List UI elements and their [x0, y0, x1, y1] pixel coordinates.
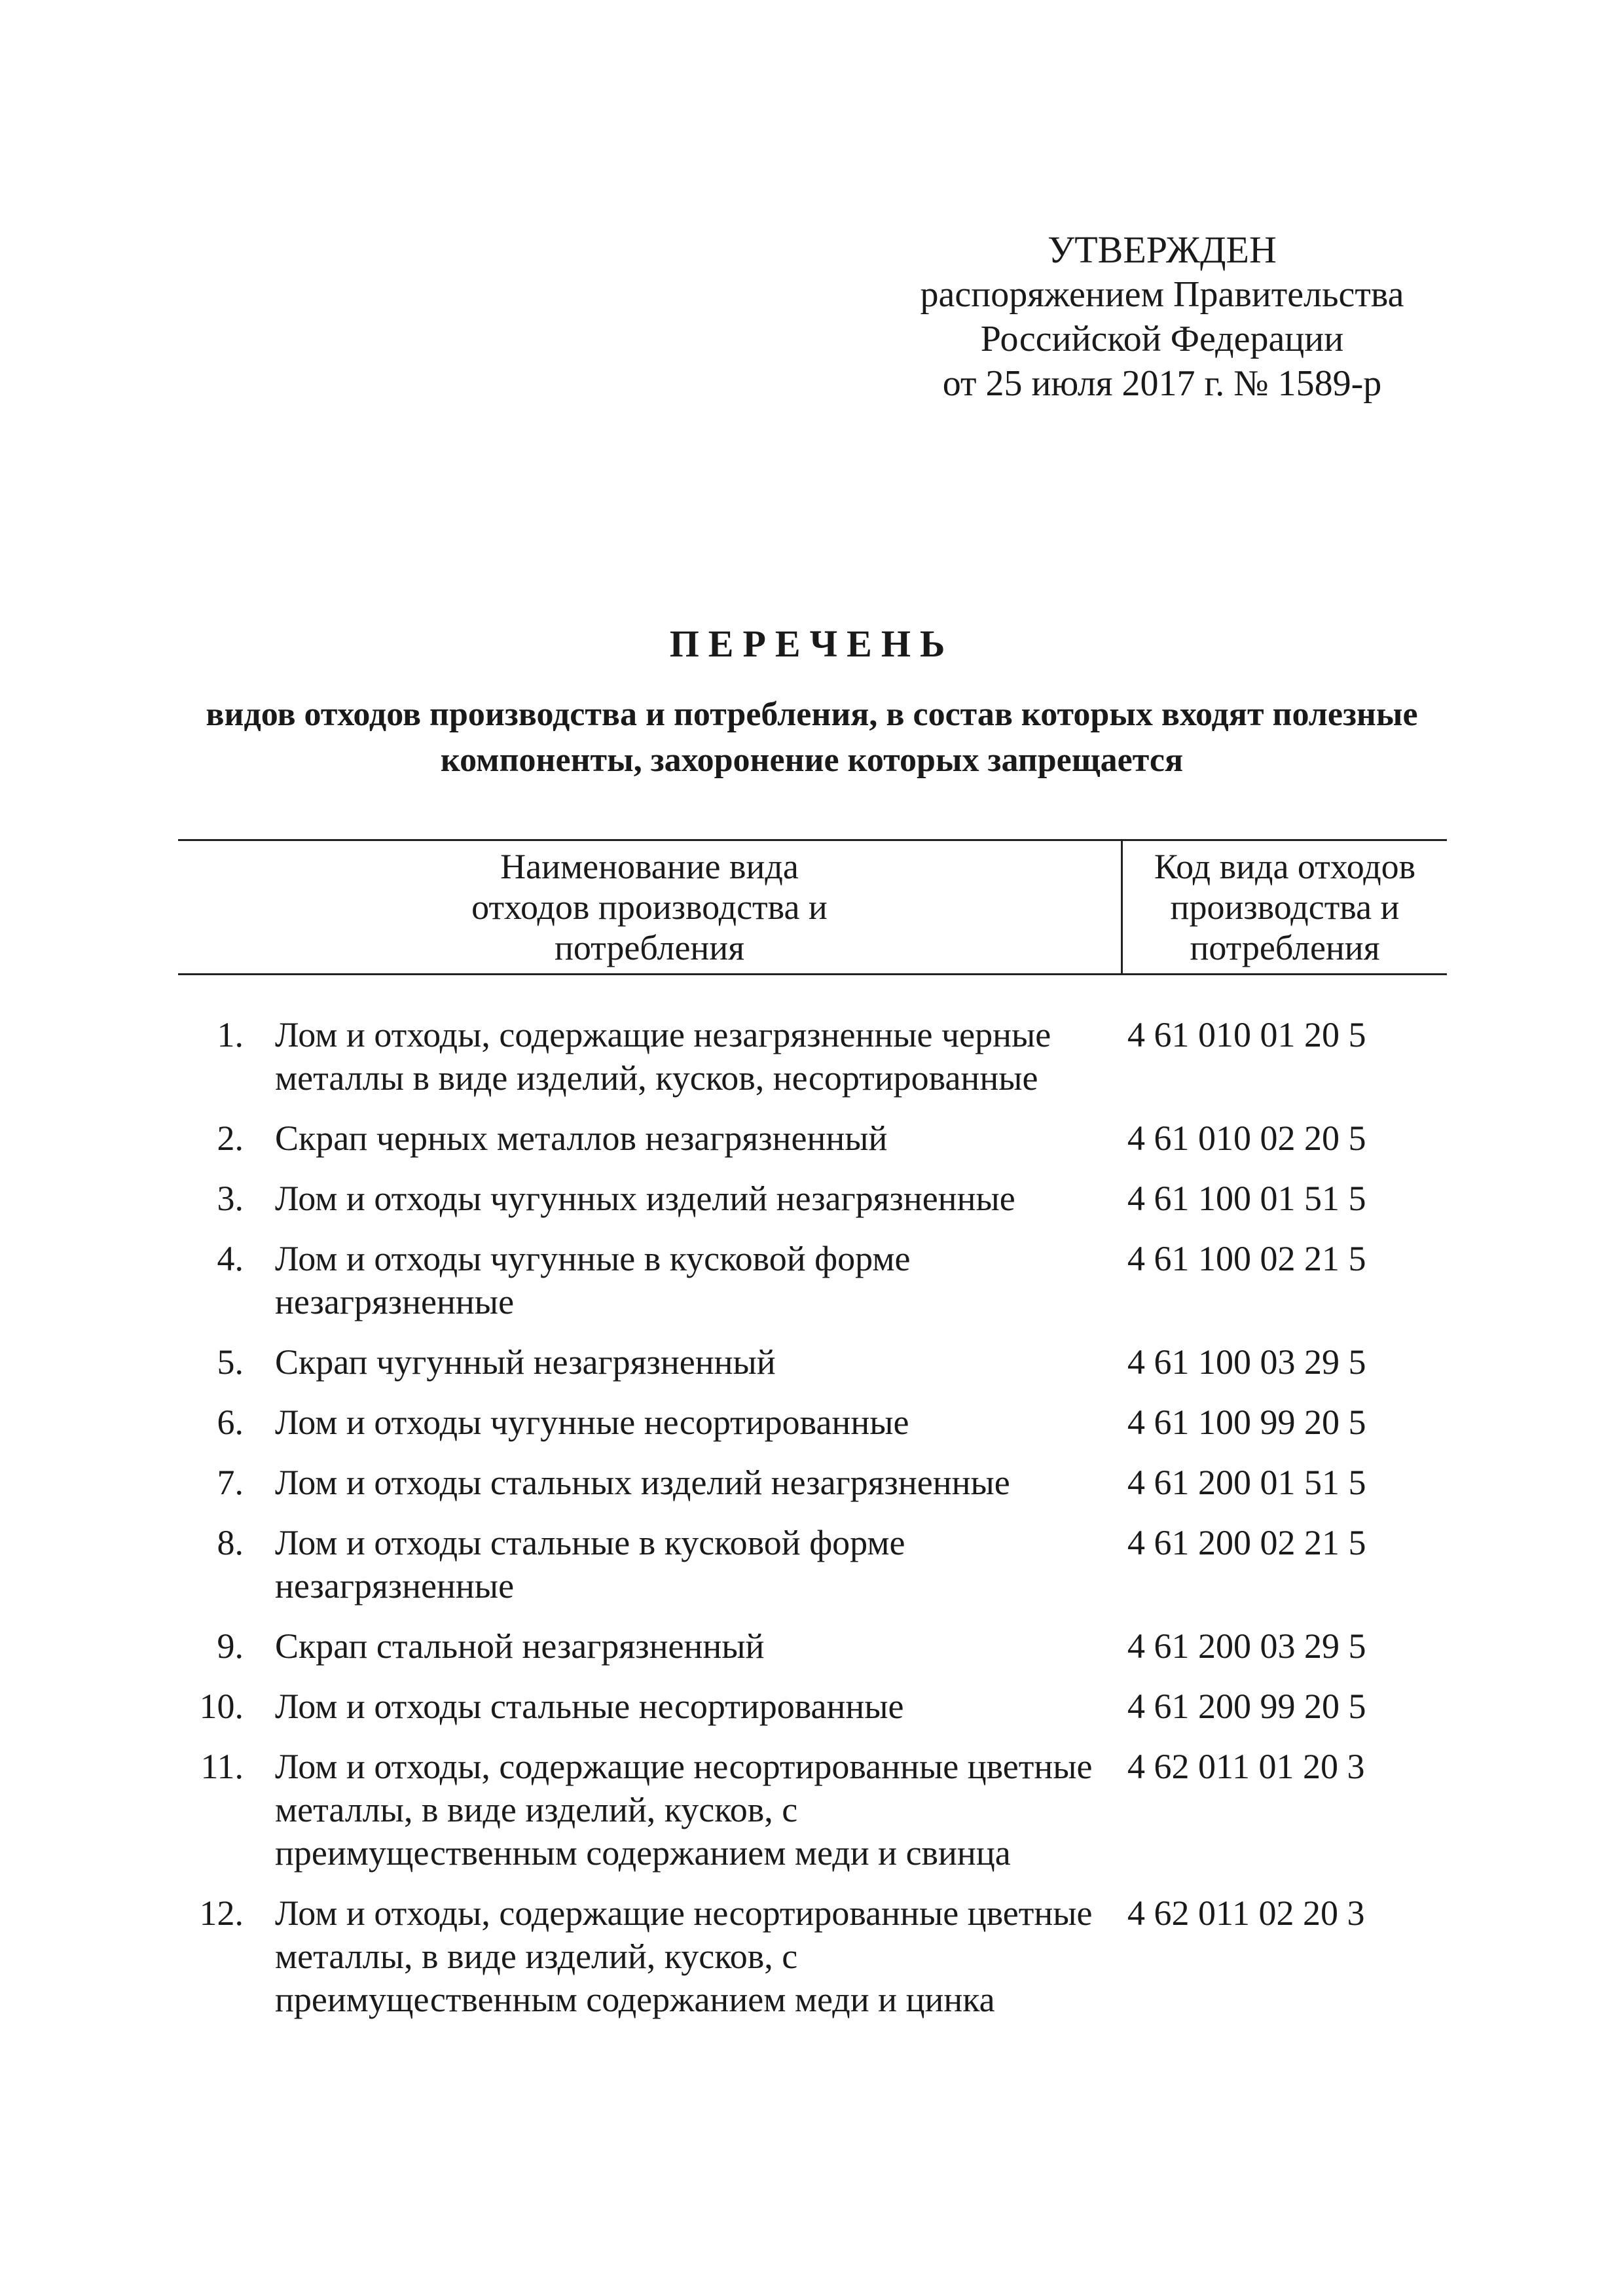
row-number: 11.	[200, 1747, 244, 1786]
heading-subtitle: видов отходов производства и потребления, в состав которых входят полезные компоненты, захоронение которых запрещается	[206, 696, 1418, 779]
row-waste-name: Скрап черных металлов незагрязненный	[275, 1119, 888, 1158]
row-waste-code: 4 61 200 99 20 5	[1127, 1687, 1366, 1726]
row-number: 6.	[217, 1403, 244, 1442]
approval-title: УТВЕРЖДЕН	[1048, 228, 1277, 271]
row-waste-name: Лом и отходы стальных изделий незагрязненные	[275, 1463, 1010, 1502]
row-waste-code: 4 61 100 03 29 5	[1127, 1342, 1366, 1382]
row-number: 10.	[199, 1687, 244, 1726]
table-row	[178, 1521, 1447, 1607]
approval-line-1: распоряжением Правительства	[920, 274, 1404, 315]
row-number: 2.	[217, 1119, 244, 1158]
row-waste-code: 4 61 100 99 20 5	[1127, 1403, 1366, 1442]
row-waste-code: 4 61 200 01 51 5	[1127, 1463, 1366, 1502]
row-waste-name: Лом и отходы, содержащие несортированные цветные металлы, в виде изделий, кусков, с преимущественным содержанием меди и свинца	[275, 1747, 1093, 1873]
row-waste-code: 4 61 200 02 21 5	[1127, 1523, 1366, 1562]
table-row	[178, 1624, 1447, 1668]
row-number: 8.	[217, 1523, 244, 1562]
table-row	[178, 1340, 1447, 1384]
row-waste-code: 4 61 200 03 29 5	[1127, 1626, 1366, 1666]
table-row	[178, 1685, 1447, 1728]
column-header-name	[178, 841, 1121, 973]
document-heading	[157, 622, 1467, 783]
row-number: 4.	[217, 1239, 244, 1278]
column-header-code	[1121, 841, 1447, 973]
table-body	[178, 1013, 1447, 2038]
row-waste-name: Скрап чугунный незагрязненный	[275, 1342, 776, 1382]
row-waste-code: 4 61 010 02 20 5	[1127, 1119, 1366, 1158]
row-number: 9.	[217, 1626, 244, 1666]
table-row	[178, 1892, 1447, 2021]
row-waste-name: Лом и отходы стальные несортированные	[275, 1687, 904, 1726]
row-waste-name: Лом и отходы, содержащие несортированные цветные металлы, в виде изделий, кусков, с преимущественным содержанием меди и цинка	[275, 1893, 1093, 2019]
row-waste-name: Лом и отходы чугунные несортированные	[275, 1403, 909, 1442]
column-header-code-text: Код вида отходов производства и потребления	[1154, 847, 1416, 967]
table-row	[178, 1745, 1447, 1874]
table-row	[178, 1013, 1447, 1100]
row-waste-code: 4 61 100 01 51 5	[1127, 1179, 1366, 1218]
table-row	[178, 1401, 1447, 1444]
row-number: 7.	[217, 1463, 244, 1502]
row-waste-code: 4 62 011 02 20 3	[1127, 1893, 1365, 1933]
approval-line-3: от 25 июля 2017 г. № 1589-р	[942, 363, 1382, 404]
column-header-name-text: Наименование вида отходов производства и потребления	[471, 847, 828, 967]
row-waste-name: Лом и отходы стальные в кусковой форме незагрязненные	[275, 1523, 905, 1605]
heading-title: ПЕРЕЧЕНЬ	[669, 622, 955, 665]
approval-line-2: Российской Федерации	[980, 319, 1344, 359]
row-number: 12.	[199, 1893, 244, 1933]
row-waste-name: Лом и отходы, содержащие незагрязненные черные металлы в виде изделий, кусков, несортированные	[275, 1015, 1051, 1098]
table-row	[178, 1461, 1447, 1504]
table-row	[178, 1177, 1447, 1220]
row-waste-code: 4 62 011 01 20 3	[1127, 1747, 1365, 1786]
row-waste-name: Лом и отходы чугунные в кусковой форме незагрязненные	[275, 1239, 911, 1321]
table-header	[178, 839, 1447, 975]
row-waste-code: 4 61 010 01 20 5	[1127, 1015, 1366, 1054]
table-row	[178, 1117, 1447, 1160]
row-waste-code: 4 61 100 02 21 5	[1127, 1239, 1366, 1278]
approval-block	[851, 228, 1473, 406]
row-waste-name: Скрап стальной незагрязненный	[275, 1626, 765, 1666]
row-number: 5.	[217, 1342, 244, 1382]
row-number: 3.	[217, 1179, 244, 1218]
row-number: 1.	[217, 1015, 244, 1054]
table-row	[178, 1237, 1447, 1323]
row-waste-name: Лом и отходы чугунных изделий незагрязненные	[275, 1179, 1015, 1218]
